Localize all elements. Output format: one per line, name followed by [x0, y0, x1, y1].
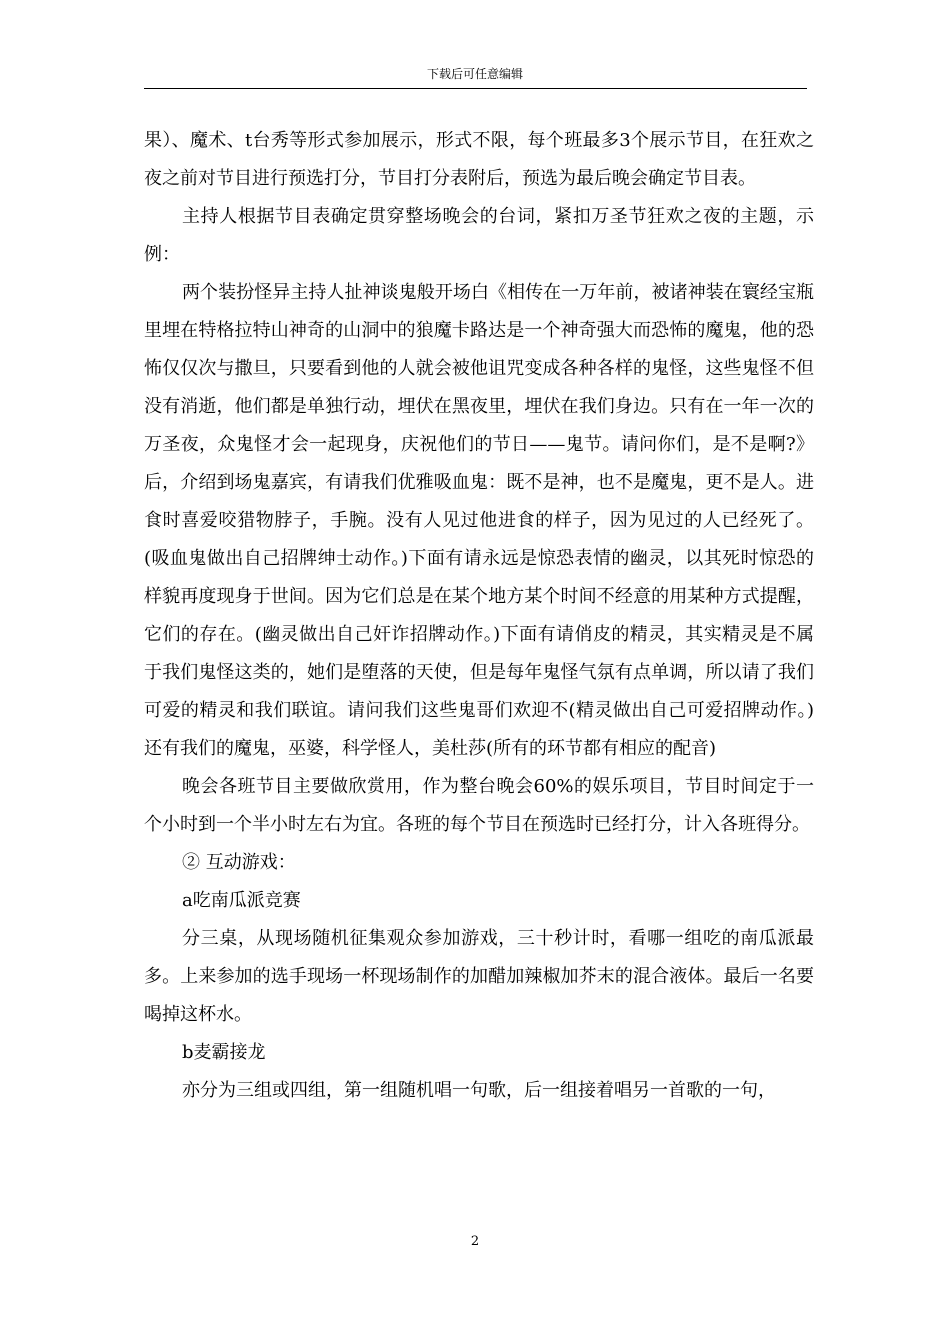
header-divider: [144, 88, 807, 89]
page-header: 下载后可任意编辑: [426, 67, 523, 81]
paragraph-class-programs: 晚会各班节目主要做欣赏用，作为整台晚会60%的娱乐项目，节目时间定于一个小时到一个半小时左右为宜。各班的每个节目在预选时已经打分，计入各班得分。: [144, 776, 814, 835]
page-number: 2: [470, 1234, 480, 1249]
document-body: [144, 122, 814, 1110]
subheading-song-relay: b麦霸接龙: [182, 1042, 266, 1063]
paragraph-pumpkin-pie-rules: 分三桌，从现场随机征集观众参加游戏，三十秒计时，看哪一组吃的南瓜派最多。上来参加的选手现场一杯现场制作的加醋加辣椒加芥末的混合液体。最后一名要喝掉这杯水。: [144, 928, 814, 1025]
paragraph-continuation: 果）、魔术、t台秀等形式参加展示，形式不限，每个班最多3个展示节目，在狂欢之夜之前对节目进行预选打分，节目打分表附后，预选为最后晚会确定节目表。: [144, 130, 814, 189]
paragraph-host-script: 主持人根据节目表确定贯穿整场晚会的台词，紧扣万圣节狂欢之夜的主题，示例：: [144, 206, 814, 265]
subheading-pumpkin-pie-contest: a吃南瓜派竞赛: [182, 890, 301, 911]
section-heading-interactive-games: ② 互动游戏：: [182, 852, 296, 873]
paragraph-opening-speech: 两个装扮怪异主持人扯神谈鬼般开场白《相传在一万年前，被诸神装在寰经宝瓶里埋在特格拉特山神奇的山洞中的狼魔卡路达是一个神奇强大而恐怖的魔鬼，他的恐怖仅仅次与撒旦，只要看到他的人就会被他诅咒变成各种各样的鬼怪，这些鬼怪不但没有消逝，他们都是单独行动，埋伏在黑夜里，埋伏在我们身边。只有在一年一次的万圣夜，众鬼怪才会一起现身，庆祝他们的节日——鬼节。请问你们，是不是啊?》后，介绍到场鬼嘉宾，有请我们优雅吸血鬼：既不是神，也不是魔鬼，更不是人。进食时喜爱咬猎物脖子，手腕。没有人见过他进食的样子，因为见过的人已经死了。(吸血鬼做出自己招牌绅士动作。)下面有请永远是惊恐表情的幽灵，以其死时惊恐的样貌再度现身于世间。因为它们总是在某个地方某个时间不经意的用某种方式提醒，它们的存在。(幽灵做出自己奸诈招牌动作。)下面有请俏皮的精灵，其实精灵是不属于我们鬼怪这类的，她们是堕落的天使，但是每年鬼怪气氛有点单调，所以请了我们可爱的精灵和我们联谊。请问我们这些鬼哥们欢迎不(精灵做出自己可爱招牌动作。)还有我们的魔鬼，巫婆，科学怪人，美杜莎(所有的环节都有相应的配音): [144, 282, 814, 759]
paragraph-song-relay-rules: 亦分为三组或四组，第一组随机唱一句歌，后一组接着唱另一首歌的一句，: [182, 1080, 776, 1101]
